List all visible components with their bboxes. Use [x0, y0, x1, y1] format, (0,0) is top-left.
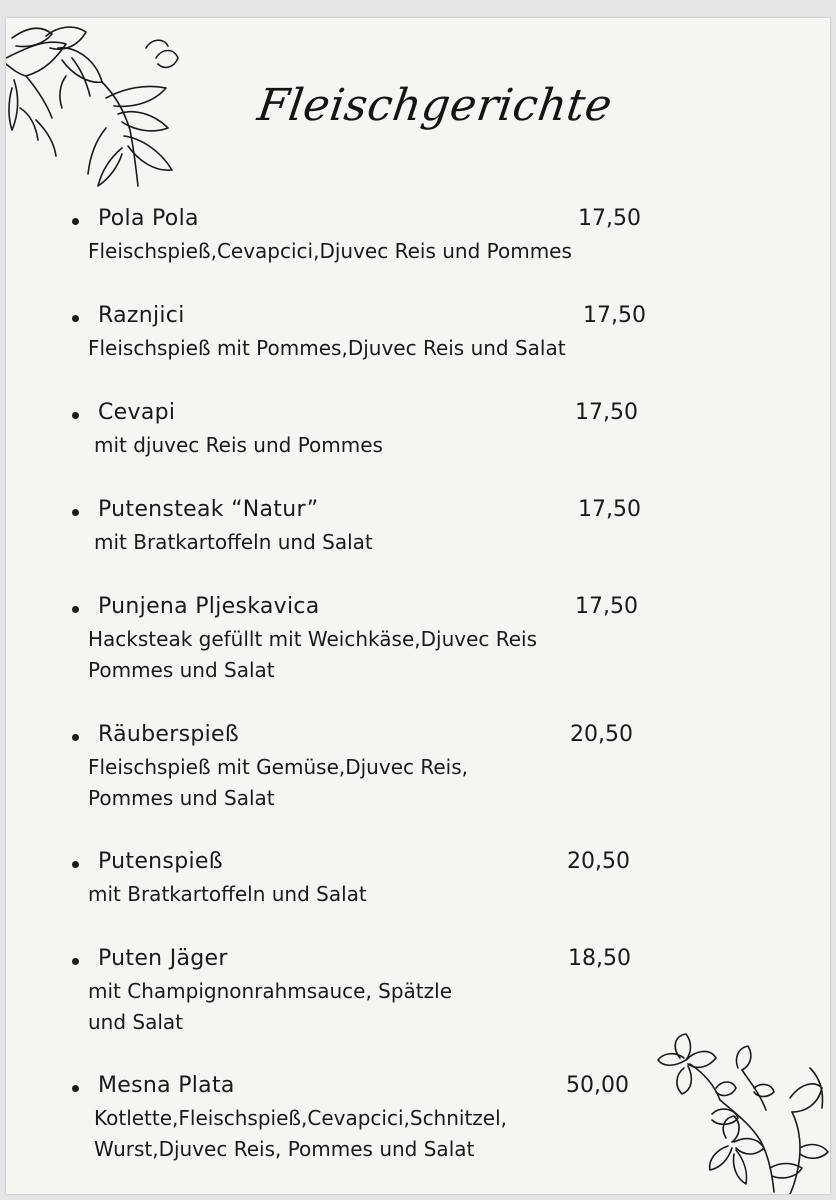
dish-price: 17,50: [578, 206, 641, 231]
dish-name: Räuberspieß: [98, 722, 240, 747]
dish-description: Hacksteak gefüllt mit Weichkäse,Djuvec Reis Pommes und Salat: [88, 627, 538, 682]
dish-name: Raznjici: [98, 303, 185, 328]
bullet-icon: [72, 315, 79, 322]
dish-description: mit Bratkartoffeln und Salat: [88, 882, 367, 906]
menu-title: Fleischgerichte: [254, 80, 616, 131]
dish-name: Punjena Pljeskavica: [98, 594, 320, 619]
dish-description: Fleischspieß mit Gemüse,Djuvec Reis, Pommes und Salat: [88, 755, 468, 810]
dish-description: mit Bratkartoffeln und Salat: [94, 530, 373, 554]
dish-price: 17,50: [575, 594, 638, 619]
dish-description: mit Champignonrahmsauce, Spätzle und Salat: [88, 979, 453, 1034]
bullet-icon: [72, 861, 79, 868]
bullet-icon: [72, 509, 79, 516]
dish-name: Putenspieß: [98, 849, 223, 874]
dish-price: 18,50: [568, 946, 631, 971]
lily-flower-illustration: [6, 18, 206, 193]
dish-price: 50,00: [566, 1073, 629, 1098]
menu-page: [6, 18, 830, 1194]
dish-description: Fleischspieß mit Pommes,Djuvec Reis und Salat: [88, 336, 566, 360]
dish-description: Kotlette,Fleischspieß,Cevapcici,Schnitzel, Wurst,Djuvec Reis, Pommes und Salat: [94, 1106, 508, 1161]
blossom-flower-illustration: [650, 1028, 830, 1194]
dish-price: 17,50: [583, 303, 646, 328]
dish-name: Pola Pola: [98, 206, 199, 231]
dish-name: Mesna Plata: [98, 1073, 235, 1098]
dish-price: 20,50: [567, 849, 630, 874]
dish-name: Puten Jäger: [98, 946, 228, 971]
bullet-icon: [72, 734, 79, 741]
bullet-icon: [72, 1085, 79, 1092]
dish-description: Fleischspieß,Cevapcici,Djuvec Reis und Pommes: [88, 239, 572, 263]
dish-description: mit djuvec Reis und Pommes: [94, 433, 383, 457]
bullet-icon: [72, 412, 79, 419]
dish-price: 20,50: [570, 722, 633, 747]
dish-name: Putensteak “Natur”: [98, 497, 319, 522]
dish-name: Cevapi: [98, 400, 176, 425]
bullet-icon: [72, 606, 79, 613]
bullet-icon: [72, 218, 79, 225]
dish-price: 17,50: [575, 400, 638, 425]
bullet-icon: [72, 958, 79, 965]
dish-price: 17,50: [578, 497, 641, 522]
